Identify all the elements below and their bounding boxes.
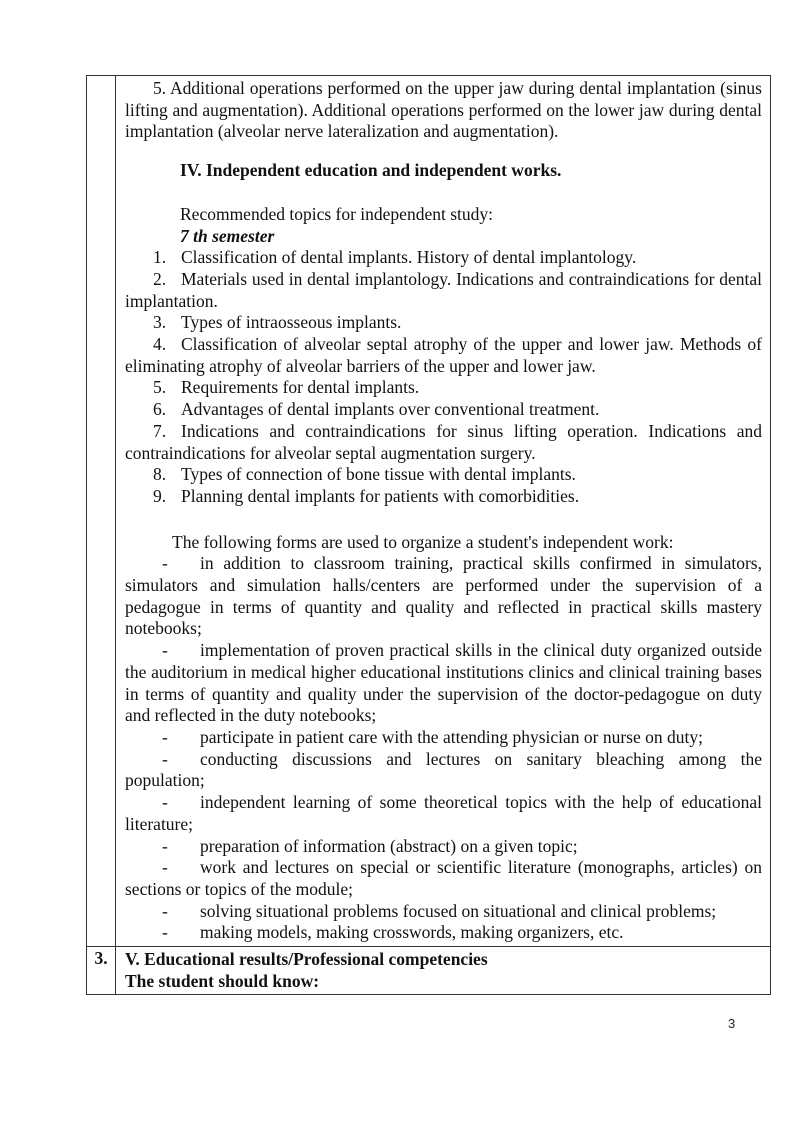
content-cell (116, 76, 771, 947)
list-item: - participate in patient care with the attending physician or nurse on duty; (162, 726, 703, 747)
section-v-subheading: The student should know: (125, 970, 320, 991)
list-item: - solving situational problems focused on situational and clinical problems; (162, 900, 717, 921)
content-cell (116, 947, 771, 995)
row-number-cell (87, 76, 116, 947)
page-number: 3 (728, 1016, 736, 1031)
section-iv-heading: IV. Independent education and independent works. (180, 160, 562, 181)
list-item: - conducting discussions and lectures on sanitary bleaching among the population; (125, 748, 762, 791)
semester-label: 7 th semester (180, 225, 275, 246)
list-item: 3. Types of intraosseous implants. (153, 312, 402, 333)
independent-study-list (125, 247, 762, 507)
row-number-cell: 3. (87, 947, 116, 995)
list-item: 9. Planning dental implants for patients with comorbidities. (153, 485, 580, 506)
list-item: - preparation of information (abstract) on a given topic; (162, 835, 578, 856)
list-item: 7. Indications and contraindications for sinus lifting operation. Indications and contraindications for alveolar septal augmentation surgery. (125, 420, 762, 463)
forms-intro: The following forms are used to organize a student's independent work: (172, 531, 674, 552)
forms-list (125, 553, 762, 944)
list-item: - work and lectures on special or scientific literature (monographs, articles) on sections or topics of the module; (125, 857, 762, 899)
list-item: 8. Types of connection of bone tissue with dental implants. (153, 464, 576, 485)
list-item: 4. Classification of alveolar septal atrophy of the upper and lower jaw. Methods of eliminating atrophy of alveolar barriers of the upper and lower jaw. (125, 334, 762, 376)
table-row (87, 947, 771, 995)
table-row (87, 76, 771, 947)
list-item: 1. Classification of dental implants. History of dental implantology. (153, 247, 637, 268)
list-item: 6. Advantages of dental implants over conventional treatment. (153, 399, 600, 420)
list-item: - in addition to classroom training, practical skills confirmed in simulators, simulators and simulation halls/centers are performed under the supervision of a pedagogue in terms of quantity and quality and reflected in practical skills mastery notebooks; (125, 553, 762, 639)
list-item: 2. Materials used in dental implantology. Indications and contraindications for dental implantation. (125, 268, 762, 311)
list-item: - implementation of proven practical skills in the clinical duty organized outside the auditorium in medical higher educational institutions clinics and clinical training bases in terms of quantity and quality under the supervision of the doctor-pedagogue on duty and reflected in the duty notebooks; (125, 640, 762, 726)
section-v-heading: V. Educational results/Professional competencies (125, 949, 488, 970)
list-item: 5. Requirements for dental implants. (153, 377, 420, 398)
topic-paragraph-5: 5. Additional operations performed on the upper jaw during dental implantation (sinus lifting and augmentation). Additional operations performed on the lower jaw during dental implantation (alveolar nerve lateralization and augmentation). (125, 78, 762, 142)
syllabus-table (86, 75, 771, 995)
list-item: - independent learning of some theoretical topics with the help of educational literature; (125, 792, 762, 834)
list-item: - making models, making crosswords, making organizers, etc. (162, 922, 624, 943)
recommended-topics-label: Recommended topics for independent study: (180, 203, 493, 224)
